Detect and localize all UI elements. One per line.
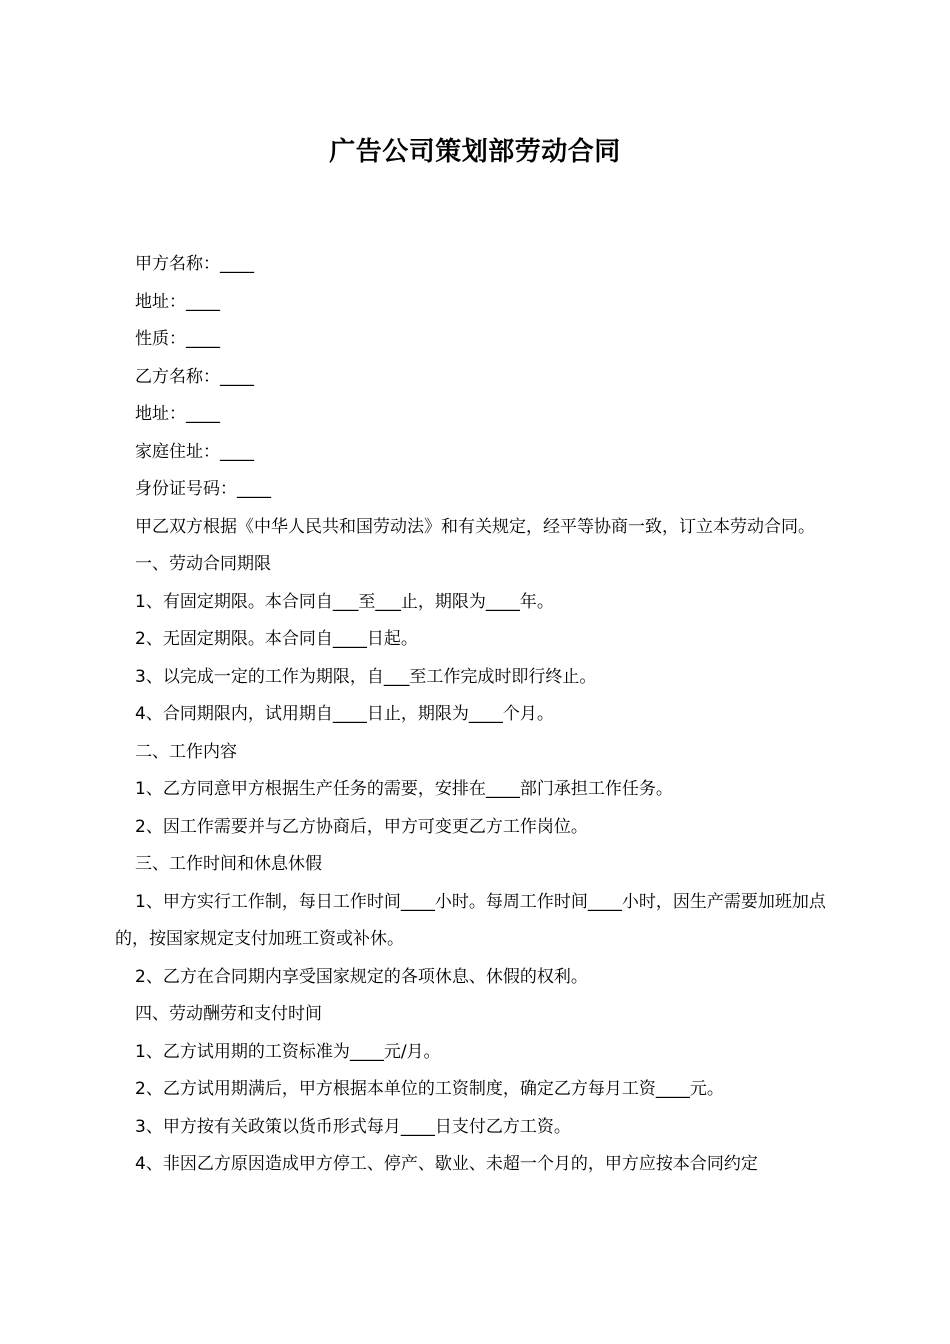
party-a-address-line: 地址：____: [135, 291, 220, 312]
clause-4-2: 2、乙方试用期满后，甲方根据本单位的工资制度，确定乙方每月工资____元。: [135, 1079, 724, 1099]
clause-4-1: 1、乙方试用期的工资标准为____元/月。: [135, 1041, 441, 1062]
clause-4-3: 3、甲方按有关政策以货币形式每月____日支付乙方工资。: [135, 1116, 571, 1137]
document-body: [115, 246, 837, 1184]
document-title: 广告公司策划部劳动合同: [329, 137, 621, 167]
clause-1-4: 4、合同期限内，试用期自____日止，期限为____个月。: [135, 704, 554, 724]
clause-4-4: 4、非因乙方原因造成甲方停工、停产、歇业、未超一个月的，甲方应按本合同约定: [135, 1154, 758, 1174]
home-address-line: 家庭住址：____: [135, 441, 254, 462]
party-b-address-line: 地址：____: [135, 404, 220, 424]
section-heading-2: 二、工作内容: [135, 741, 237, 762]
clause-2-2: 2、因工作需要并与乙方协商后，甲方可变更乙方工作岗位。: [135, 816, 588, 837]
section-heading-4: 四、劳动酬劳和支付时间: [135, 1004, 322, 1024]
preamble-paragraph: 甲乙双方根据《中华人民共和国劳动法》和有关规定，经平等协商一致，订立本劳动合同。: [135, 516, 815, 537]
clause-3-1: 1、甲方实行工作制，每日工作时间____小时。每周工作时间____小时，因生产需要加班加点的，按国家规定支付加班工资或补休。: [115, 891, 826, 949]
id-number-line: 身份证号码：____: [135, 479, 271, 499]
party-a-nature-line: 性质：____: [135, 329, 220, 349]
clause-1-2: 2、无固定期限。本合同自____日起。: [135, 629, 418, 649]
section-heading-1: 一、劳动合同期限: [135, 554, 271, 574]
party-b-name-line: 乙方名称：____: [135, 366, 254, 387]
clause-2-1: 1、乙方同意甲方根据生产任务的需要，安排在____部门承担工作任务。: [135, 779, 673, 799]
section-heading-3: 三、工作时间和休息休假: [135, 854, 322, 874]
clause-3-2: 2、乙方在合同期内享受国家规定的各项休息、休假的权利。: [135, 966, 588, 987]
clause-1-1: 1、有固定期限。本合同自___至___止，期限为____年。: [135, 591, 554, 612]
party-a-name-line: 甲方名称：____: [135, 254, 254, 274]
clause-1-3: 3、以完成一定的工作为期限，自___至工作完成时即行终止。: [135, 666, 597, 687]
